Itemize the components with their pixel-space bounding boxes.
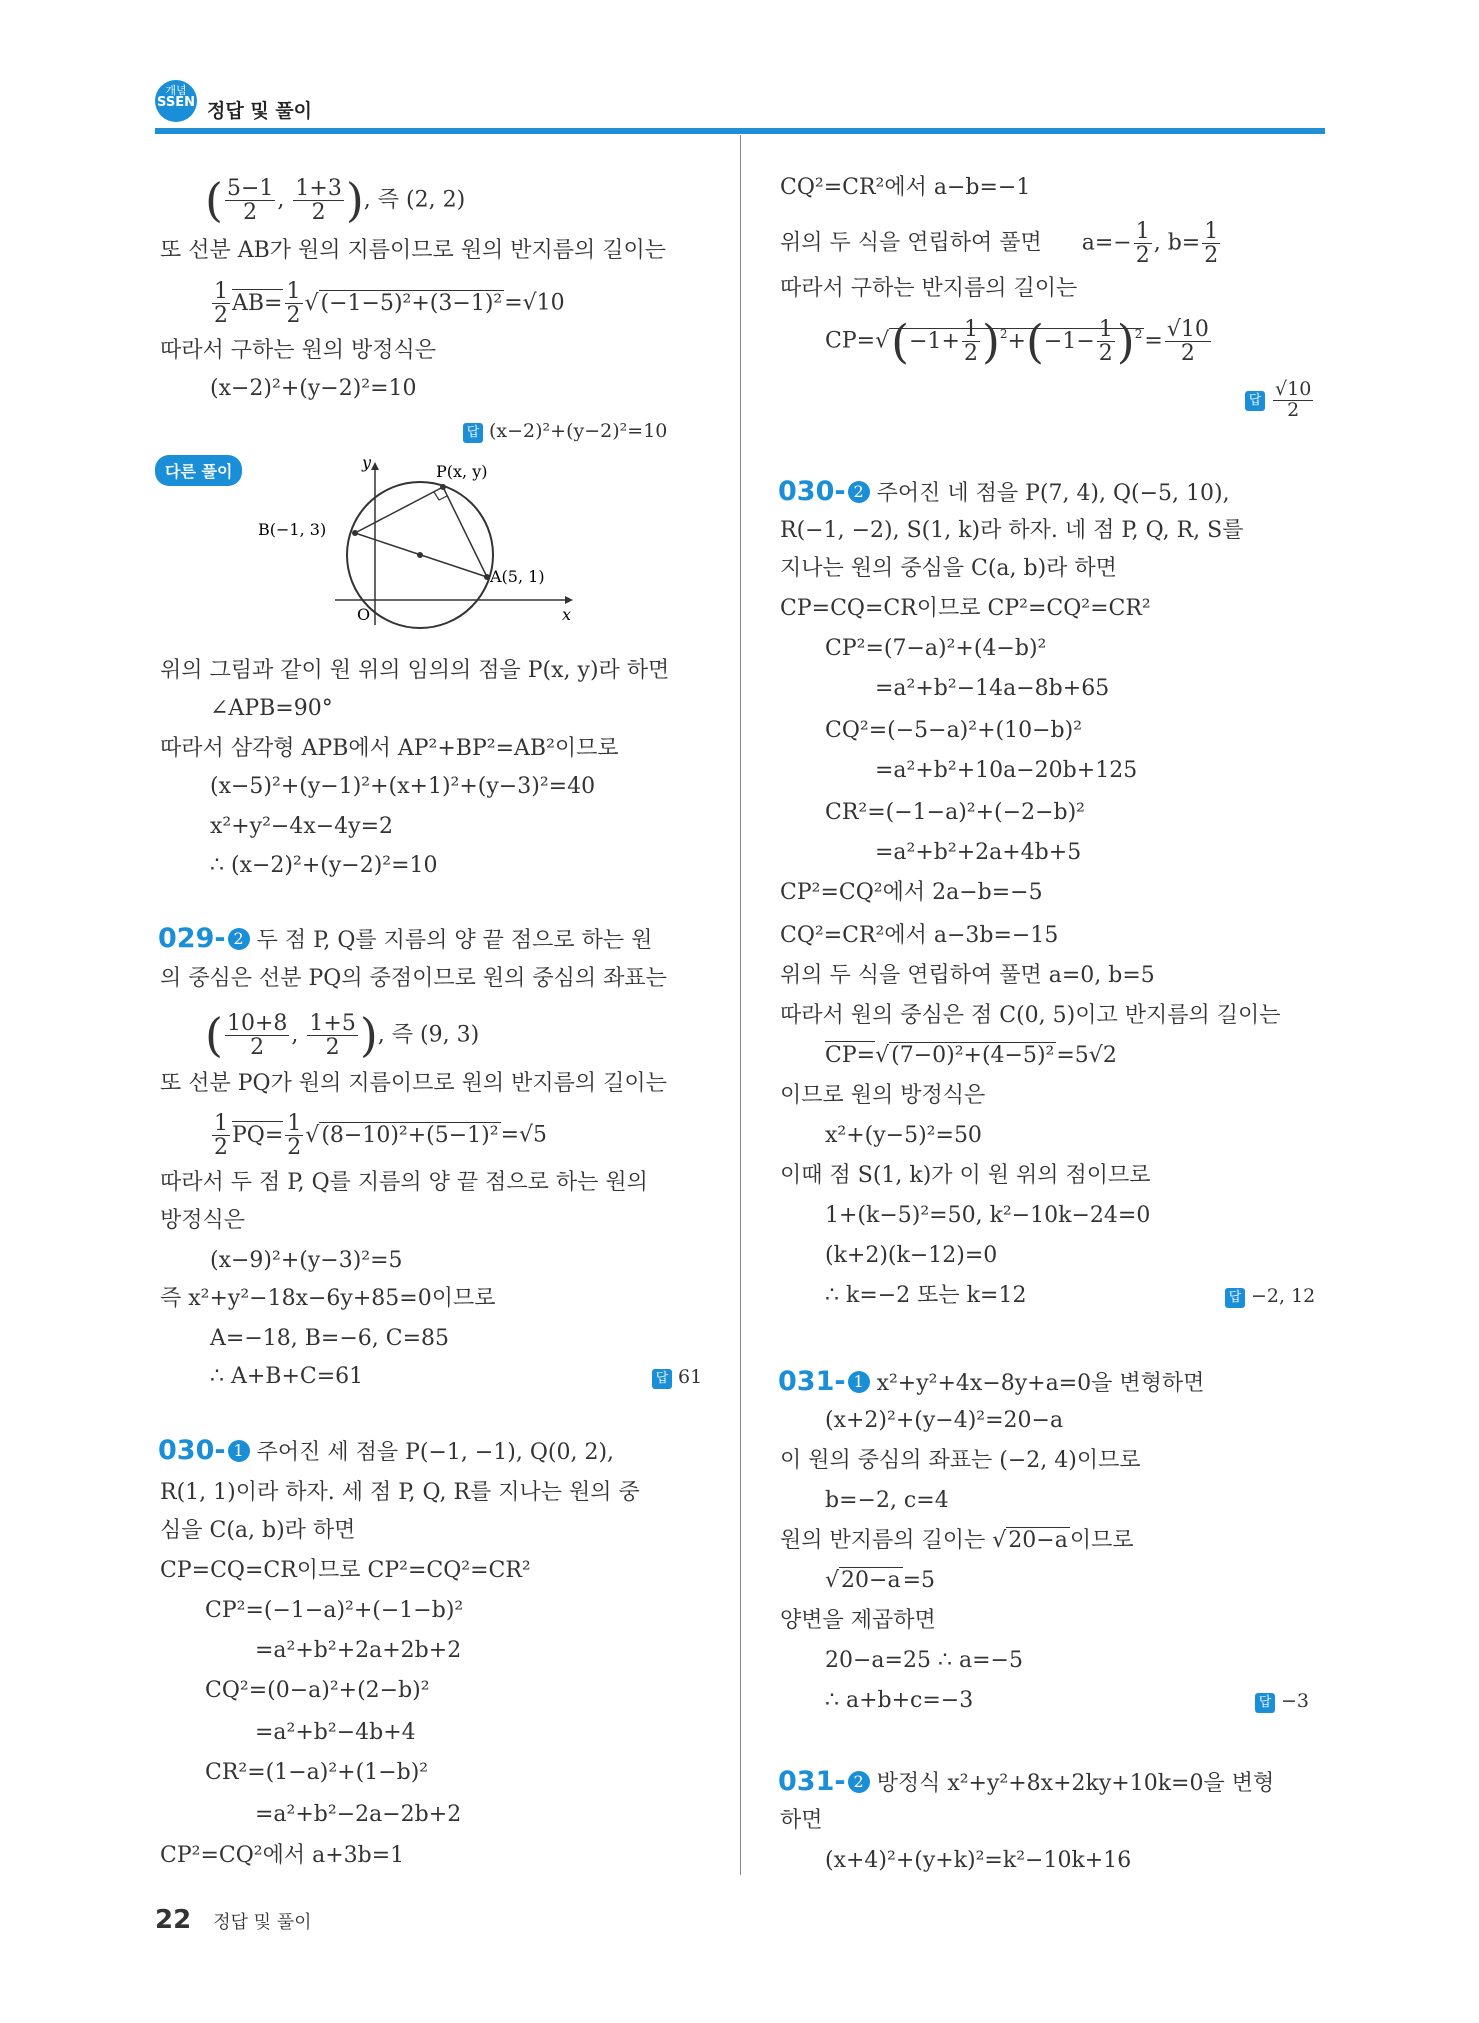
answer-text: (x−2)²+(y−2)²=10: [489, 420, 668, 442]
problem-number: 030-: [158, 1435, 226, 1466]
point-p: [440, 484, 446, 490]
chord-ap: [443, 487, 487, 577]
text: =√5: [500, 1122, 548, 1148]
text-line: 또 선분 PQ가 원의 지름이므로 원의 반지름의 길이는: [160, 1071, 667, 1096]
line-radius-pq: $\frac{1}{2}$ PQ= $\frac{1}{2}$ √(8−10)²+(5−1)²=√5: [214, 1111, 548, 1161]
line-midpoint-pq: ( $\frac{10+8}{2}$ , $\frac{1+5}{2}$ ), 즉 (9, 3): [205, 1008, 480, 1063]
text: 위의 두 식을 연립하여 풀면: [780, 230, 1042, 256]
problem-circle-number: 1: [848, 1371, 870, 1393]
equation-line: ∴ A+B+C=61: [210, 1364, 364, 1389]
radicand: (−1−5)²+(3−1)²: [320, 290, 503, 316]
text: 원의 반지름의 길이는: [780, 1528, 993, 1553]
equation-line: CQ²=(0−a)²+(2−b)²: [205, 1678, 430, 1703]
circle-diagram: [250, 455, 580, 630]
chord-bp: [355, 487, 443, 533]
text: =5: [902, 1568, 936, 1593]
page-header: [155, 80, 1325, 130]
text: =5√2: [1056, 1043, 1117, 1068]
frac-den: 2: [1180, 341, 1195, 367]
frac-den: 2: [214, 303, 228, 329]
text-line: 이때 점 S(1, k)가 이 원 위의 점이므로: [780, 1163, 1151, 1188]
answer-line: [463, 420, 667, 443]
frac-den: 2: [243, 200, 258, 226]
problem-number: 029-: [158, 923, 226, 954]
frac-den: 2: [214, 1135, 228, 1161]
equation-line: ∴ k=−2 또는 k=12: [825, 1283, 1027, 1308]
y-axis-arrow: [371, 462, 379, 470]
equation-line: CQ²=CR²에서 a−3b=−15: [780, 923, 1059, 948]
text-line: 이므로 원의 방정식은: [780, 1083, 986, 1108]
equation-line: (k+2)(k−12)=0: [825, 1243, 998, 1268]
frac-den: 2: [1287, 398, 1300, 421]
equation-line: (x+4)²+(y+k)²=k²−10k+16: [825, 1848, 1132, 1873]
line-sqrt-eq: √20−a=5: [825, 1568, 936, 1593]
radicand: 20−a: [1008, 1528, 1068, 1553]
logo-bottom-text: SSEN: [157, 95, 195, 110]
text: , b=: [1153, 230, 1201, 256]
text-line: 양변을 제곱하면: [780, 1608, 936, 1633]
equation-line: =a²+b²−2a−2b+2: [255, 1802, 462, 1827]
frac-den: 2: [1135, 243, 1150, 269]
equation-line: CP²=(7−a)²+(4−b)²: [825, 636, 1047, 661]
answer-badge: 답: [1245, 391, 1265, 411]
answer-text: −3: [1281, 1690, 1310, 1712]
equation-line: (x−5)²+(y−1)²+(x+1)²+(y−3)²=40: [210, 774, 596, 799]
equation-line: CP=CQ=CR이므로 CP²=CQ²=CR²: [160, 1558, 531, 1583]
text: , 즉 (2, 2): [363, 187, 466, 213]
answer-line: [1245, 380, 1315, 421]
frac-num: 1: [286, 279, 301, 304]
equation-line: CP²=CQ²에서 a+3b=1: [160, 1843, 405, 1868]
radicand: (7−0)²+(4−5)²: [891, 1043, 1055, 1068]
answer-badge: 답: [1225, 1288, 1245, 1308]
equation-line: CP²=CQ²에서 2a−b=−5: [780, 880, 1043, 905]
equation-line: x²+(y−5)²=50: [825, 1123, 982, 1148]
equation-line: b=−2, c=4: [825, 1488, 949, 1513]
line-radius-cp2: CP=√(7−0)²+(4−5)²=5√2: [825, 1043, 1117, 1068]
text-line: 이 원의 중심의 좌표는 (−2, 4)이므로: [780, 1448, 1141, 1473]
problem-number: 030-: [778, 476, 846, 507]
frac-num: 1: [1098, 317, 1113, 342]
text: 주어진 네 점을 P(7, 4), Q(−5, 10),: [876, 481, 1230, 506]
equation-line: =a²+b²+10a−20b+125: [875, 758, 1138, 783]
line-midpoint-ab: ( $\frac{5-1}{2}$ , $\frac{1+3}{2}$ ), 즉 (2, 2): [205, 173, 466, 228]
text-line: 지나는 원의 중심을 C(a, b)라 하면: [780, 556, 1117, 581]
answer-badge: 답: [652, 1369, 672, 1389]
origin-label: O: [357, 605, 371, 624]
line-solve-ab: [780, 220, 1222, 267]
frac-den: 2: [287, 1135, 302, 1161]
label-p: P(x, y): [436, 462, 488, 481]
header-title: 정답 및 풀이: [207, 100, 312, 122]
answer-badge: 답: [463, 423, 483, 443]
center-point: [417, 552, 423, 558]
problem-circle-number: 1: [228, 1440, 250, 1462]
frac-num: 1: [1135, 219, 1150, 244]
frac-den: 2: [286, 303, 301, 329]
equation-line: (x−2)²+(y−2)²=10: [210, 376, 417, 401]
equation-line: CR²=(1−a)²+(1−b)²: [205, 1760, 429, 1785]
text: PQ=: [232, 1122, 284, 1148]
page-number: 22: [155, 1905, 192, 1935]
frac-num: 1+3: [295, 176, 342, 201]
radicand: (8−10)²+(5−1)²: [321, 1122, 499, 1148]
equation-line: 20−a=25 ∴ a=−5: [825, 1648, 1023, 1673]
label-b: B(−1, 3): [258, 520, 327, 539]
text: a=−: [1081, 230, 1132, 256]
text: 주어진 세 점을 P(−1, −1), Q(0, 2),: [256, 1440, 615, 1465]
text-line: 위의 그림과 같이 원 위의 임의의 점을 P(x, y)라 하면: [160, 658, 670, 683]
text-line: 위의 두 식을 연립하여 풀면 a=0, b=5: [780, 963, 1155, 988]
equation-line: ∴ a+b+c=−3: [825, 1688, 974, 1713]
problem-circle-number: 2: [848, 481, 870, 503]
frac-den: 2: [325, 1035, 340, 1061]
frac-den: 2: [311, 200, 326, 226]
equation-line: A=−18, B=−6, C=85: [210, 1326, 450, 1351]
equation-line: CQ²=CR²에서 a−b=−1: [780, 175, 1031, 200]
text: +: [1007, 328, 1026, 354]
equation-line: CP²=(−1−a)²+(−1−b)²: [205, 1598, 464, 1623]
text-line: 따라서 원의 중심은 점 C(0, 5)이고 반지름의 길이는: [780, 1003, 1281, 1028]
frac-den: 2: [963, 341, 978, 367]
frac-num: 1: [214, 1111, 228, 1136]
text: =√10: [504, 290, 565, 316]
frac-num: √10: [1275, 378, 1312, 400]
frac-den: 2: [1098, 341, 1113, 367]
text-line: 따라서 구하는 반지름의 길이는: [780, 276, 1078, 301]
line-radius-cp: CP=√(−1+ $\frac{1}{2}$ )$^2$+(−1− $\frac{1}{2}$ )$^2$= $\frac{√10}{2}$: [825, 314, 1209, 369]
page-footer: [155, 1905, 312, 1935]
right-angle-mark: [434, 492, 447, 500]
line-radius-sqrt: 원의 반지름의 길이는 √20−a이므로: [780, 1528, 1134, 1553]
logo-top-text: 개념: [165, 84, 187, 97]
radicand: 20−a: [841, 1568, 901, 1593]
equation-line: 1+(k−5)²=50, k²−10k−24=0: [825, 1203, 1151, 1228]
answer-line: [652, 1366, 702, 1389]
answer-text: −2, 12: [1251, 1285, 1316, 1307]
frac-num: 10+8: [226, 1011, 288, 1036]
frac-den: 2: [250, 1035, 265, 1061]
text: CP=: [825, 1043, 876, 1068]
text: 방정식 x²+y²+8x+2ky+10k=0을 변형: [876, 1771, 1275, 1796]
text: , 즉 (9, 3): [377, 1022, 480, 1048]
equation-line: CR²=(−1−a)²+(−2−b)²: [825, 800, 1085, 825]
text-line: 하면: [780, 1808, 823, 1833]
problem-circle-number: 2: [848, 1771, 870, 1793]
equation-line: ∴ (x−2)²+(y−2)²=10: [210, 853, 438, 878]
frac-den: 2: [1204, 243, 1219, 269]
equation-line: CP=CQ=CR이므로 CP²=CQ²=CR²: [780, 596, 1151, 621]
text: =: [1144, 328, 1163, 354]
text-line: 또 선분 AB가 원의 지름이므로 원의 반지름의 길이는: [160, 238, 667, 263]
text-line: 따라서 삼각형 APB에서 AP²+BP²=AB²이므로: [160, 736, 619, 761]
text-line: 따라서 두 점 P, Q를 지름의 양 끝 점으로 하는 원의: [160, 1170, 648, 1195]
y-axis-label: y: [362, 455, 372, 472]
equation-line: CQ²=(−5−a)²+(10−b)²: [825, 718, 1083, 743]
problem-030-2: [778, 478, 1230, 505]
text-line: 즉 x²+y²−18x−6y+85=0이므로: [160, 1286, 496, 1311]
problem-030-1: [158, 1437, 614, 1464]
line-radius-ab: $\frac{1}{2}$ AB= $\frac{1}{2}$ √(−1−5)²+(3−1)²=√10: [214, 279, 565, 329]
column-divider: [740, 135, 741, 1875]
text-line: 심을 C(a, b)라 하면: [160, 1518, 356, 1543]
frac-num: 1: [1204, 219, 1219, 244]
text-line: R(1, 1)이라 하자. 세 점 P, Q, R를 지나는 원의 중: [160, 1480, 640, 1505]
frac-num: 1+5: [309, 1011, 356, 1036]
point-b: [352, 530, 358, 536]
text-line: 방정식은: [160, 1208, 246, 1233]
header-rule: [155, 128, 1325, 134]
text-line: R(−1, −2), S(1, k)라 하자. 네 점 P, Q, R, S를: [780, 518, 1244, 543]
x-axis-arrow: [565, 596, 573, 604]
equation-line: ∠APB=90°: [210, 696, 333, 721]
equation-line: x²+y²−4x−4y=2: [210, 814, 394, 839]
text: 이므로: [1069, 1528, 1134, 1553]
problem-number: 031-: [778, 1766, 846, 1797]
answer-line: [1225, 1285, 1315, 1308]
equation-line: =a²+b²−4b+4: [255, 1720, 416, 1745]
answer-line: [1255, 1690, 1309, 1713]
problem-031-1: [778, 1368, 1204, 1395]
problem-031-2: [778, 1768, 1274, 1795]
frac-num: 1: [214, 279, 228, 304]
equation-line: =a²+b²+2a+4b+5: [875, 840, 1082, 865]
problem-number: 031-: [778, 1366, 846, 1397]
text: CP=: [825, 328, 876, 354]
frac-num: 5−1: [226, 176, 274, 201]
equation-line: (x−9)²+(y−3)²=5: [210, 1248, 403, 1273]
frac-num: 1: [963, 317, 978, 342]
text: 두 점 P, Q를 지름의 양 끝 점으로 하는 원: [256, 928, 653, 953]
answer-badge: 답: [1255, 1693, 1275, 1713]
problem-029-2: [158, 925, 652, 952]
text: −1+: [909, 328, 960, 354]
equation-line: =a²+b²+2a+2b+2: [255, 1638, 462, 1663]
text-line: 따라서 구하는 원의 방정식은: [160, 338, 437, 363]
footer-title: 정답 및 풀이: [213, 1912, 312, 1933]
label-a: A(5, 1): [490, 567, 545, 586]
frac-num: √10: [1166, 317, 1209, 342]
answer-text: 61: [678, 1366, 703, 1388]
text: −1−: [1043, 328, 1095, 354]
brand-logo: [155, 80, 197, 122]
text: x²+y²+4x−8y+a=0을 변형하면: [876, 1371, 1205, 1396]
text-line: 의 중심은 선분 PQ의 중점이므로 원의 중심의 좌표는: [160, 966, 667, 991]
frac-num: 1: [287, 1111, 302, 1136]
problem-circle-number: 2: [228, 928, 250, 950]
alt-solution-badge: 다른 풀이: [155, 455, 242, 486]
equation-line: (x+2)²+(y−4)²=20−a: [825, 1408, 1064, 1433]
text: AB=: [232, 290, 283, 316]
equation-line: =a²+b²−14a−8b+65: [875, 676, 1110, 701]
x-axis-label: x: [562, 605, 572, 624]
